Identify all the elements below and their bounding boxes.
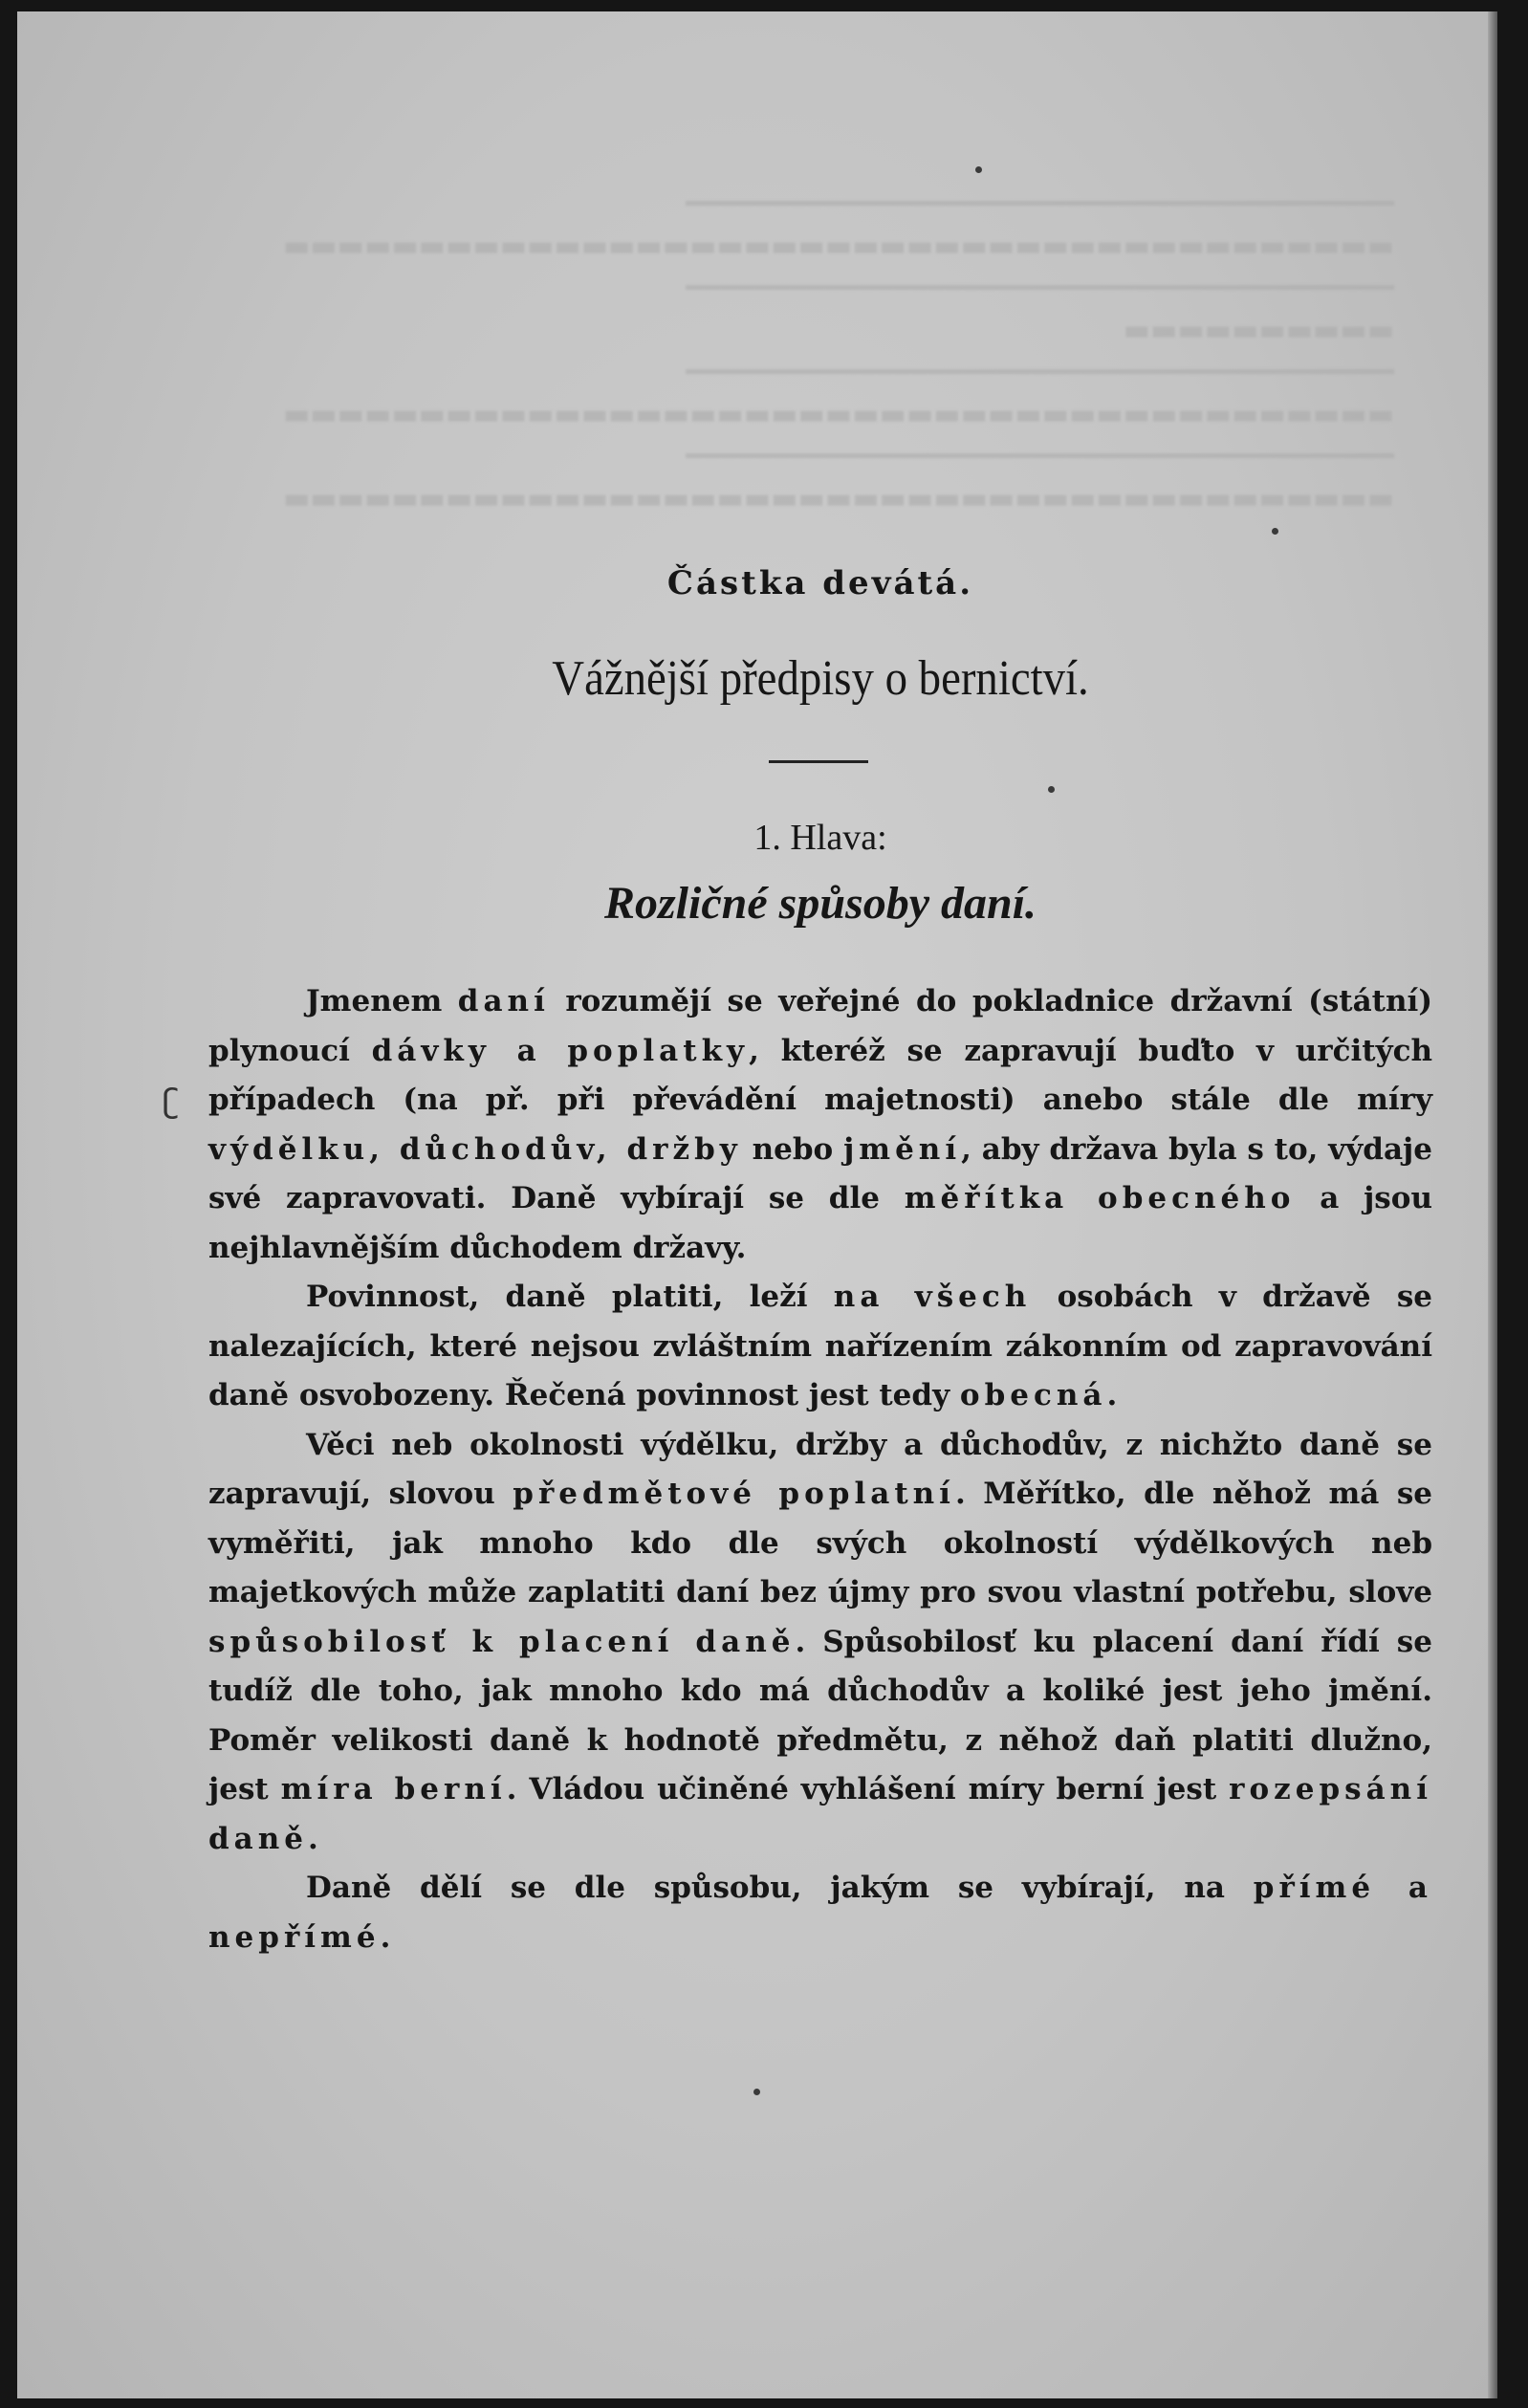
spaced-emphasis: na všech	[833, 1280, 1032, 1314]
paragraph	[208, 1421, 1432, 1865]
text-run: . Měřítko, dle něhož má se vyměřiti, jak mnoho kdo dle svých okolností výdělkových neb majetkových může zaplatiti daní bez újmy pro svou vlastní potřebu, slove	[208, 1477, 1433, 1609]
spaced-emphasis: měřítka obecného	[904, 1181, 1296, 1215]
chapter-title: Rozličné spůsoby daní.	[603, 878, 1037, 929]
text-run: .	[1106, 1378, 1118, 1412]
spaced-emphasis: jmění	[843, 1131, 962, 1167]
book-page	[17, 11, 1497, 2398]
text-run: .	[308, 1821, 318, 1856]
page-edge-shadow	[1488, 11, 1497, 2398]
text-run: osobách v državě se nalezajících, které nejsou zvláštním nařízením zákonním od zapravování daně osvobozeny. Řečená povinnost jest tedy	[208, 1280, 1433, 1412]
text-run: Věci neb okolnosti výdělku, držby a důchodův, z nichžto daně se zapravují, slovou	[208, 1427, 1432, 1511]
text-run: , kteréž se zapravují buďto v určitých případech (na př. při převádění majetnosti) anebo stále dle míry	[208, 1033, 1433, 1117]
text-run: rozumějí se veřejné do pokladnice državní (státní) plynoucí	[208, 984, 1432, 1068]
pencil-annotation-mark: ʗ	[163, 1083, 180, 1121]
text-run: , aby država byla s to, výdaje své zapravovati. Daně vybírají se dle	[208, 1131, 1432, 1215]
spaced-emphasis: spůsobilosť k placení daně	[208, 1624, 796, 1659]
spaced-emphasis: obecná	[959, 1378, 1107, 1412]
spaced-emphasis: předmětové poplatní	[513, 1477, 955, 1511]
spaced-emphasis: výdělku, důchodův, držby	[208, 1131, 742, 1167]
text-run: nebo	[741, 1131, 844, 1167]
bleed-through-text: ━━━━━━━━━━━━━━━━━━━━━━━━━━━━━━━━━━━━━━━━━ ▬▬▬▬▬▬▬▬▬▬▬▬▬▬▬▬▬▬▬▬▬▬▬▬▬▬▬▬▬▬▬▬▬▬▬▬▬▬▬▬▬ ━━━━━━━━━━━━━━━━━━━━━━━━━━━━━━━━━━━━━━━━━ ▬▬▬▬▬▬▬▬▬▬ ━━━━━━━━━━━━━━━━━━━━━━━━━━━━━━━━━━━━━━━━━ ▬▬▬▬▬▬▬▬▬▬▬▬▬▬▬▬▬▬▬▬▬▬▬▬▬▬▬▬▬▬▬▬▬▬▬▬▬▬▬▬▬ ━━━━━━━━━━━━━━━━━━━━━━━━━━━━━━━━━━━━━━━━━ ▬▬▬▬▬▬▬▬▬▬▬▬▬▬▬▬▬▬▬▬▬▬▬▬▬▬▬▬▬▬▬▬▬▬▬▬▬▬▬▬▬	[282, 187, 1394, 515]
text-run: Povinnost, daně platiti, leží	[306, 1280, 834, 1314]
text-run: Daně dělí se dle spůsobu, jakým se vybírají, na	[306, 1871, 1254, 1905]
text-run: Jmenem	[306, 984, 458, 1018]
spaced-emphasis: míra berní	[280, 1772, 507, 1806]
chapter-number: 1. Hlava:	[753, 818, 887, 858]
paragraph	[208, 1273, 1432, 1421]
spaced-emphasis: přímé a nepřímé	[208, 1871, 1432, 1955]
page-speck	[975, 166, 982, 173]
paragraph	[208, 977, 1432, 1273]
paragraph	[208, 1864, 1432, 1962]
spaced-emphasis: dávky a poplatky	[371, 1033, 750, 1068]
spaced-emphasis: daní	[457, 984, 550, 1018]
body-text	[208, 977, 1432, 1962]
page-speck	[1048, 786, 1055, 793]
section-heading: Částka devátá.	[666, 564, 974, 602]
page-speck	[1272, 528, 1278, 535]
text-run: . Spůsobilosť ku placení daní řídí se tudíž dle toho, jak mnoho kdo má důchodův a koliké jest jeho jmění. Poměr velikosti daně k hodnotě předmětu, z něhož daň platiti dlužno, jest	[208, 1624, 1432, 1806]
page-speck	[753, 2089, 760, 2095]
text-run: .	[380, 1919, 391, 1955]
title-divider	[769, 760, 868, 763]
text-run: . Vládou učiněné vyhlášení míry berní jest	[506, 1772, 1230, 1806]
spaced-emphasis: rozepsání daně	[208, 1772, 1432, 1856]
page-title: Vážnější předpisy o bernictví.	[552, 651, 1089, 706]
text-run: a jsou nejhlavnějším důchodem državy.	[208, 1181, 1432, 1265]
